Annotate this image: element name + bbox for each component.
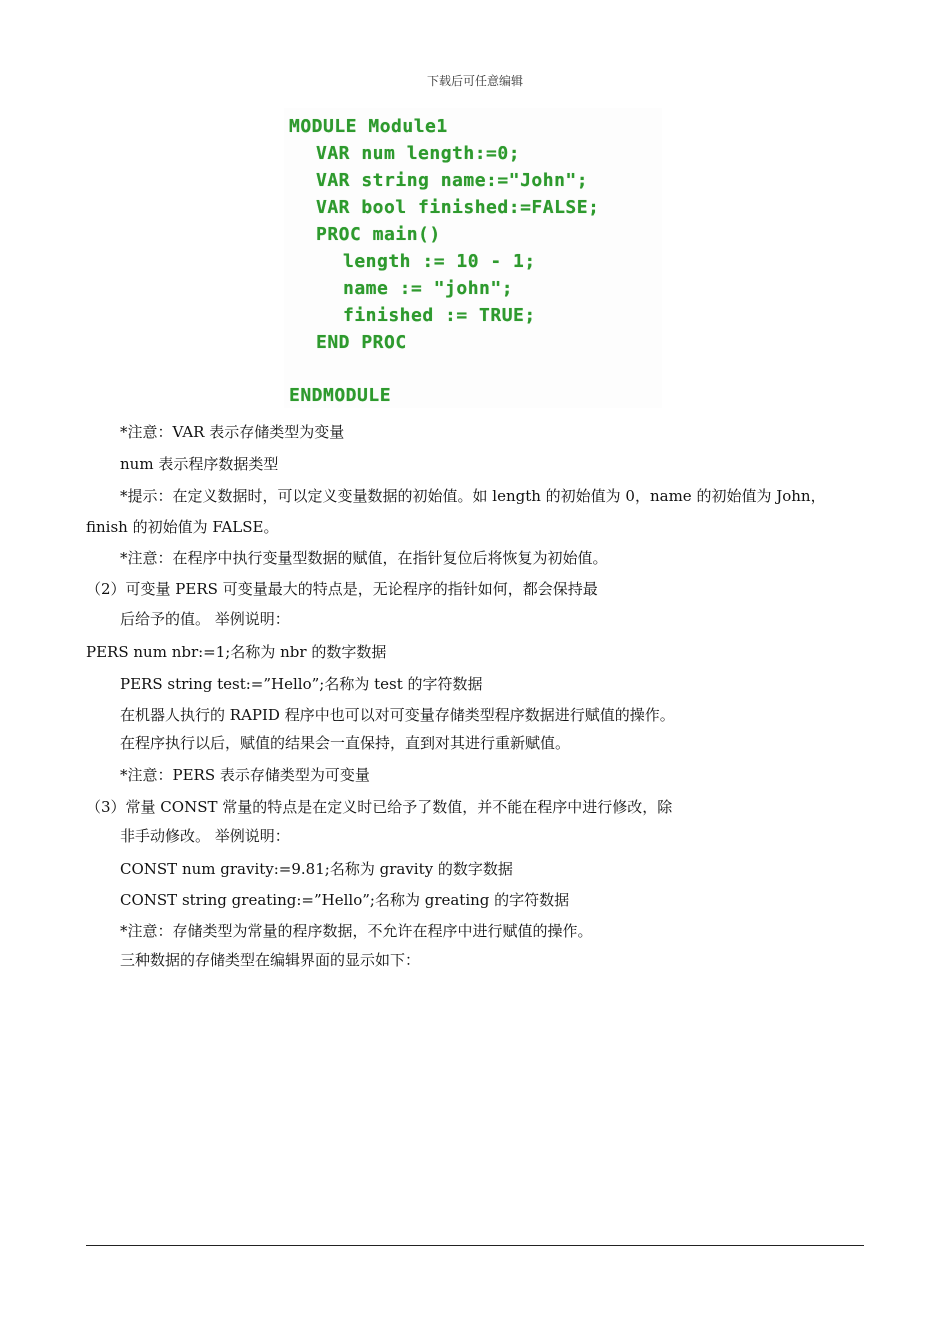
note-pers-storage: *注意：PERS 表示存储类型为可变量 bbox=[120, 766, 370, 784]
code-line-var-string: VAR string name:="John"; bbox=[316, 170, 589, 191]
code-line-var-bool: VAR bool finished:=FALSE; bbox=[316, 197, 600, 218]
pers-rapid-assign: 在机器人执行的 RAPID 程序中也可以对可变量存储类型程序数据进行赋值的操作。 bbox=[120, 706, 675, 724]
section-const-heading: （3）常量 CONST 常量的特点是在定义时已给予了数值，并不能在程序中进行修改，除 bbox=[86, 798, 673, 816]
const-example-string: CONST string greating:=”Hello”;名称为 greating 的字符数据 bbox=[120, 891, 570, 909]
note-const-storage: *注意：存储类型为常量的程序数据，不允许在程序中进行赋值的操作。 bbox=[120, 922, 593, 940]
const-example-num: CONST num gravity:=9.81;名称为 gravity 的数字数据 bbox=[120, 860, 513, 878]
code-line-endmodule: ENDMODULE bbox=[289, 385, 392, 406]
pers-example-string: PERS string test:=”Hello”;名称为 test 的字符数据 bbox=[120, 675, 483, 693]
section-pers-heading: （2）可变量 PERS 可变量最大的特点是，无论程序的指针如何，都会保持最 bbox=[86, 580, 598, 598]
page-header-note: 下载后可任意编辑 bbox=[426, 74, 523, 88]
section-pers-heading-cont: 后给予的值。 举例说明： bbox=[120, 610, 290, 628]
note-num-type: num 表示程序数据类型 bbox=[120, 455, 279, 473]
tip-initial-value: *提示：在定义数据时，可以定义变量数据的初始值。如 length 的初始值为 0，name 的初始值为 John， bbox=[120, 487, 826, 505]
pers-example-num: PERS num nbr:=1;名称为 nbr 的数字数据 bbox=[86, 643, 387, 661]
code-line-endproc: END PROC bbox=[316, 332, 407, 353]
code-line-module: MODULE Module1 bbox=[289, 116, 448, 137]
note-var-storage: *注意：VAR 表示存储类型为变量 bbox=[120, 423, 345, 441]
tip-initial-value-cont: finish 的初始值为 FALSE。 bbox=[86, 518, 279, 536]
rapid-code-image bbox=[284, 108, 662, 408]
code-line-assign-length: length := 10 - 1; bbox=[343, 251, 536, 272]
note-reset-value: *注意：在程序中执行变量型数据的赋值，在指针复位后将恢复为初始值。 bbox=[120, 549, 608, 567]
pers-value-persist: 在程序执行以后，赋值的结果会一直保持，直到对其进行重新赋值。 bbox=[120, 734, 571, 752]
section-const-heading-cont: 非手动修改。 举例说明： bbox=[120, 827, 290, 845]
code-line-assign-finished: finished := TRUE; bbox=[343, 305, 536, 326]
storage-display-intro: 三种数据的存储类型在编辑界面的显示如下： bbox=[120, 951, 421, 969]
code-line-var-num: VAR num length:=0; bbox=[316, 143, 521, 164]
code-line-assign-name: name := "john"; bbox=[343, 278, 514, 299]
footer-divider bbox=[86, 1245, 864, 1246]
code-line-proc-main: PROC main() bbox=[316, 224, 441, 245]
